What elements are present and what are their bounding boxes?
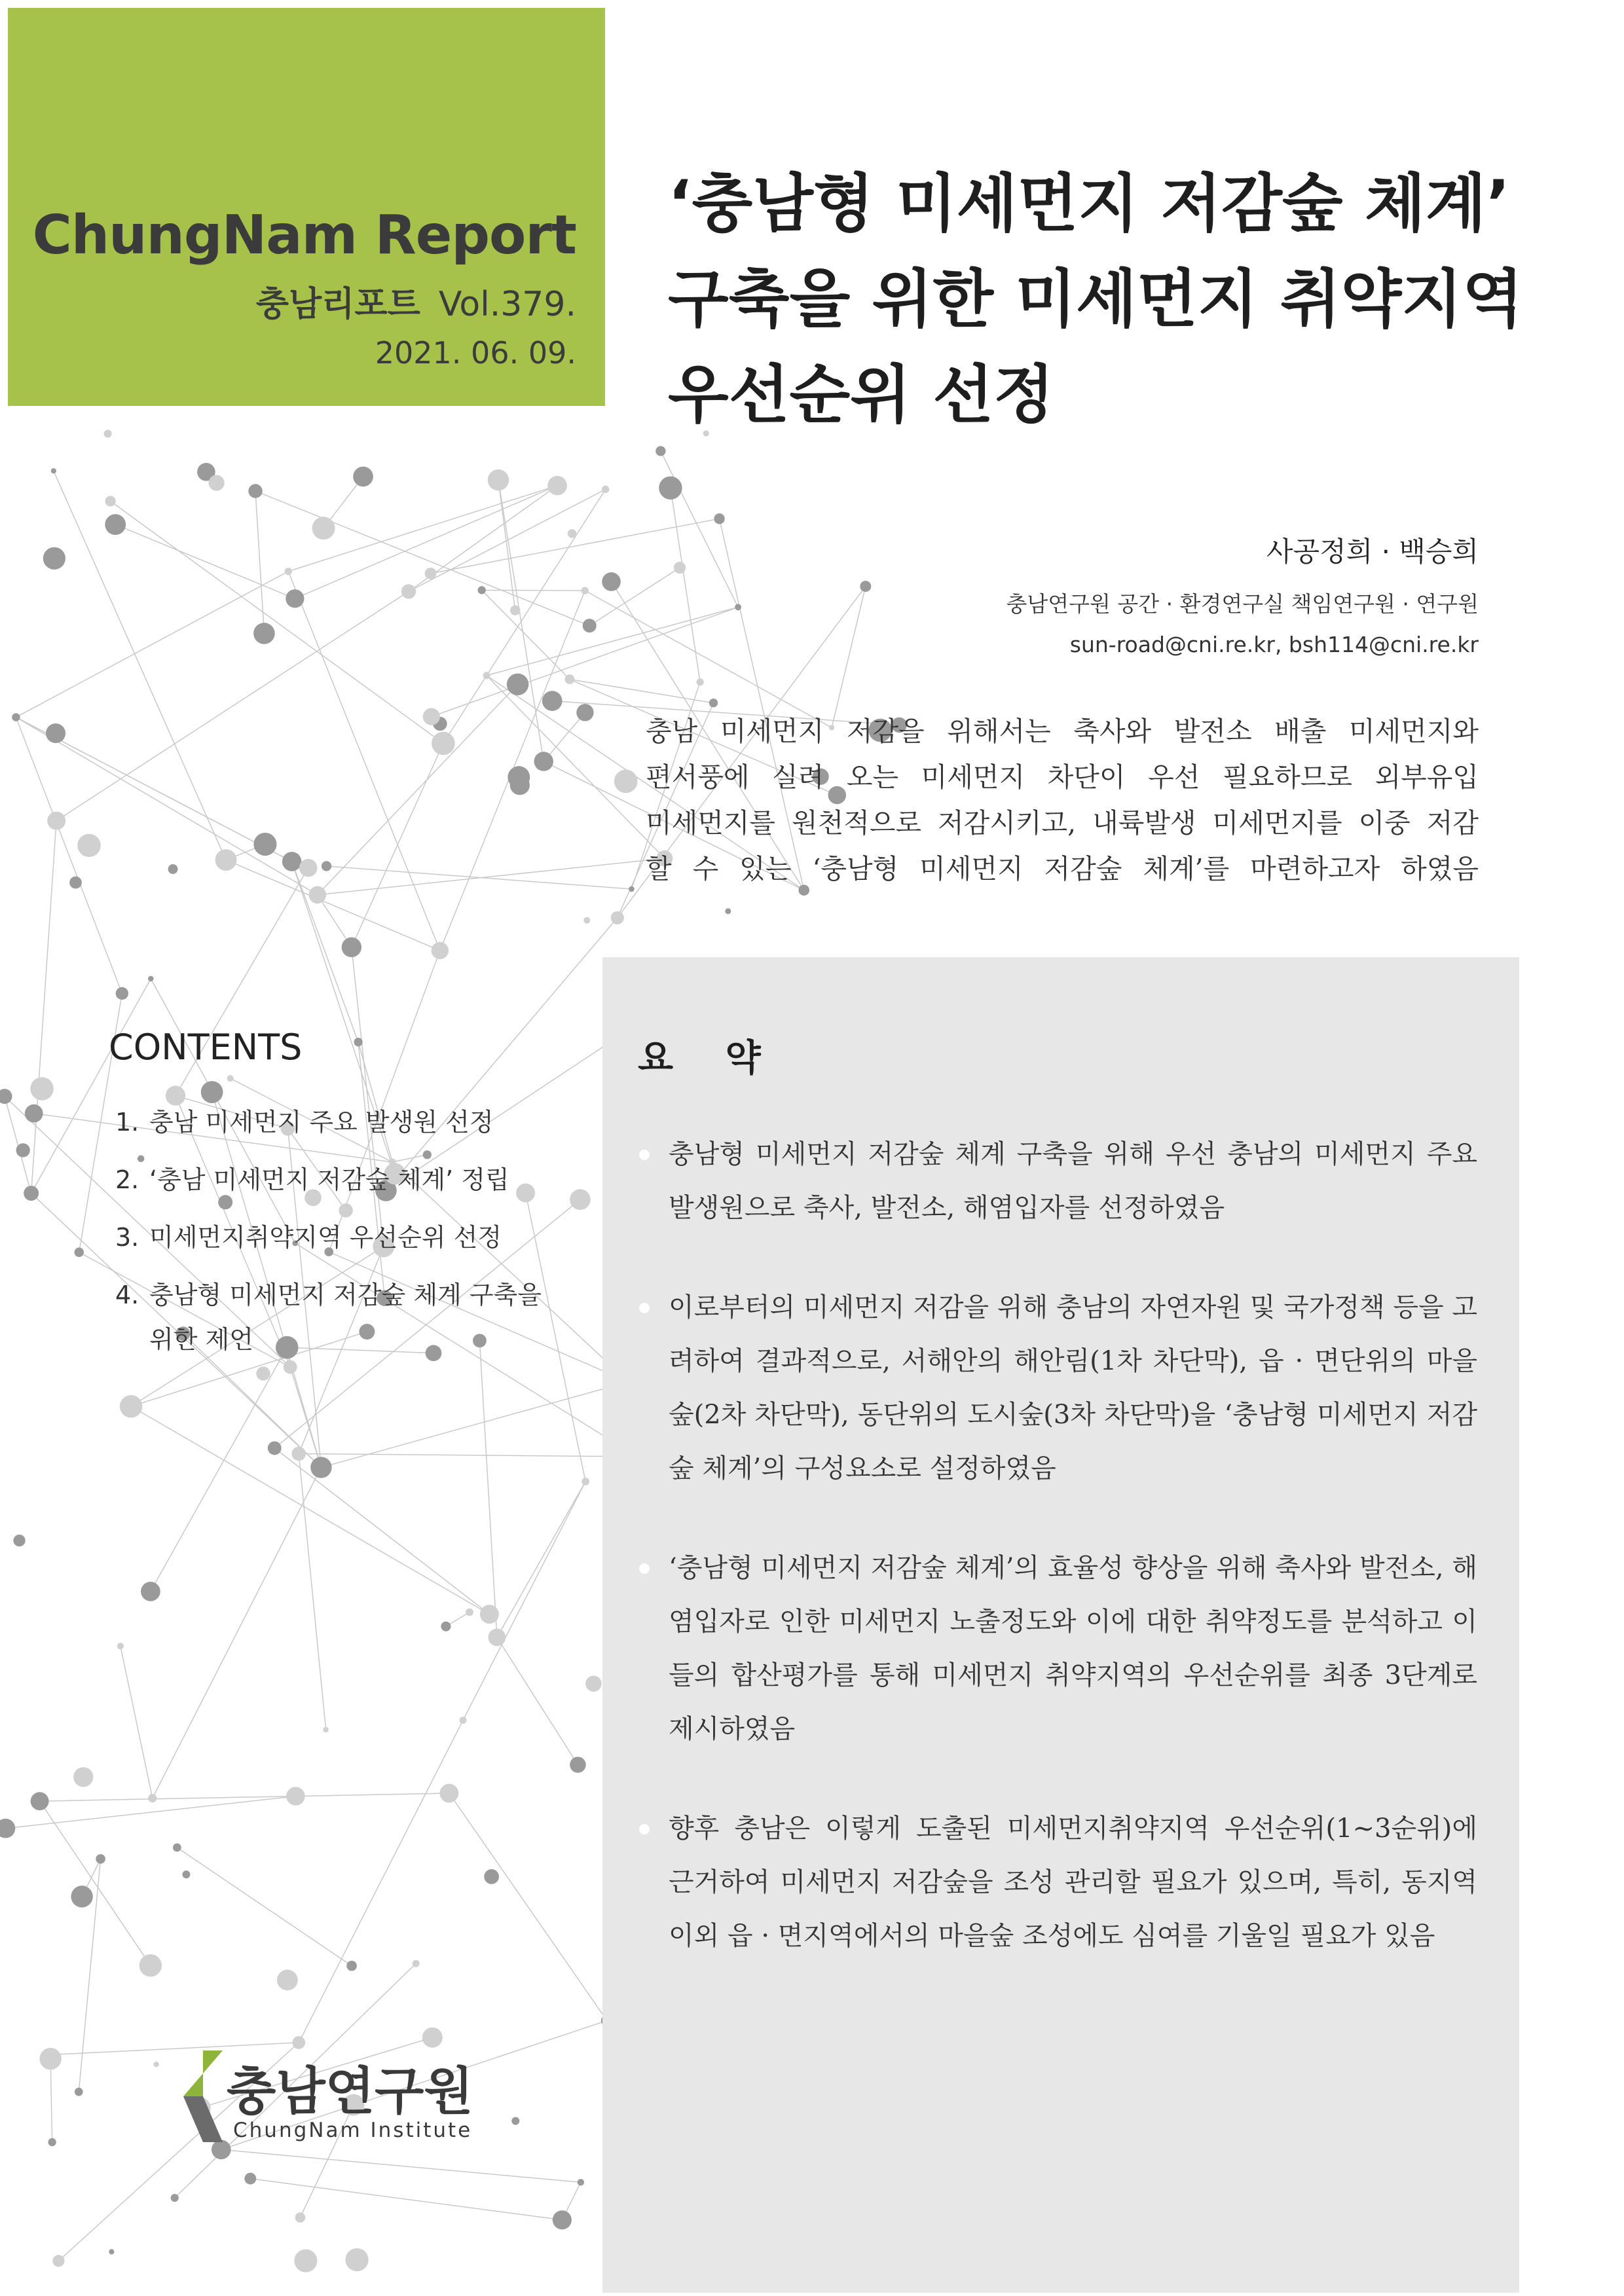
network-node [47,812,65,830]
network-node [570,1757,586,1773]
network-node [735,604,741,610]
network-node [709,699,718,707]
network-node [120,1395,143,1418]
network-line [318,684,518,894]
network-node [568,529,576,538]
contents-item-number: 1. [115,1108,139,1137]
network-node [655,446,665,456]
network-line [463,1482,585,1721]
network-node [507,674,528,695]
report-header-block [8,8,605,406]
network-node [489,1629,506,1647]
network-node [510,606,520,615]
network-line [299,1721,463,2043]
network-line [31,821,56,1194]
summary-bullet [639,1802,1477,1963]
network-node [209,475,225,490]
network-line [479,1341,496,1637]
network-node [253,623,275,644]
network-node [483,672,490,679]
network-node [0,1819,15,1838]
report-volume-line [256,276,576,325]
network-line [177,1848,352,1966]
network-node [104,430,112,438]
contents-item[interactable] [115,1215,561,1260]
network-node [585,1675,601,1691]
network-node [484,1869,499,1884]
contents-list [115,1100,561,1375]
network-node [212,2140,231,2160]
network-node [75,1247,84,1256]
network-line [589,568,680,626]
network-node [295,2212,306,2223]
network-line [16,718,317,895]
contents-title: CONTENTS [109,1027,303,1068]
network-node [299,859,317,877]
network-node [39,2048,61,2069]
network-line [482,590,570,679]
network-node [43,547,65,570]
network-line [40,1801,151,1965]
network-node [346,1961,357,1971]
network-node [323,1727,329,1733]
network-node [75,2088,83,2096]
network-node [286,589,304,608]
network-node [282,852,302,871]
network-node [25,1104,43,1123]
network-line [56,592,409,821]
contents-item-text: 충남형 미세먼지 저감숲 체계 구축을 위한 제언 [149,1281,542,1354]
network-node [292,2036,305,2049]
network-line [671,488,700,682]
network-node [285,568,292,575]
network-node [583,619,597,632]
network-node [139,1954,162,1977]
network-node [286,1787,304,1805]
network-node [413,1960,420,1967]
author-affiliation: 충남연구원 공간 · 환경연구실 책임연구원 · 연구원 [1006,591,1479,617]
network-node [96,1854,105,1864]
network-node [227,1075,234,1082]
network-node [294,2250,317,2272]
title-line-3: 우선순위 선정 [668,358,1054,431]
network-node [614,770,638,793]
network-line [498,480,544,761]
network-line [151,1347,287,1592]
network-node [48,2138,56,2146]
network-node [105,514,126,535]
network-node [24,1186,39,1201]
network-node [553,2210,572,2229]
network-node [215,849,237,871]
network-line [16,572,288,718]
network-line [585,591,832,727]
network-node [182,1870,190,1878]
network-node [268,1441,282,1455]
network-node [148,976,154,982]
institute-name-korean: 충남연구원 [227,2062,473,2121]
network-node [629,886,635,892]
network-node [116,987,128,1000]
network-node [148,1794,157,1802]
network-node [432,732,455,756]
network-line [40,1793,449,1801]
network-node [168,864,178,874]
report-volume: Vol.379. [438,285,576,324]
contents-item-number: 3. [115,1223,139,1252]
network-node [353,467,373,487]
intro-line: 충남 미세먼지 저감을 위해서는 축사와 발전소 배출 미세먼지와 [646,716,1479,747]
network-node [253,833,276,856]
network-line [497,1637,578,1765]
network-line [16,718,122,994]
network-node [564,674,574,684]
network-node [441,1622,451,1631]
network-node [570,1189,591,1210]
network-line [153,1467,322,1798]
title-line-2: 구축을 위한 미세먼지 취약지역 [668,263,1523,336]
network-line [115,524,295,598]
summary-bullet-text: 향후 충남은 이렇게 도출된 미세먼지취약지역 우선순위(1~3순위)에 근거하여 미세먼지 저감숲을 조성 관리할 필요가 있으며, 특히, 동지역 이외 읍 · 면지역에서의 마을숲 조성에도 심여를 기울일 필요가 있음 [669,1813,1477,1951]
network-node [46,723,65,743]
bullet-dot-icon [639,1150,650,1160]
network-line [409,489,606,591]
network-line [299,1453,325,1729]
network-node [460,1717,467,1724]
summary-bullet [639,1281,1477,1495]
network-node [173,1844,181,1852]
network-node [578,2179,584,2185]
contents-item[interactable] [115,1157,561,1202]
network-node [581,1478,589,1485]
network-line [255,491,589,626]
network-line [295,486,557,599]
report-series-name: ChungNam Report [32,204,576,266]
logo-mark-upper [183,2050,223,2096]
network-node [480,1605,499,1624]
network-line [54,471,226,860]
contents-item-number: 2. [115,1165,139,1194]
contents-item-text: 미세먼지취약지역 우선순위 선정 [149,1223,502,1252]
network-line [318,858,665,895]
network-node [602,486,609,493]
network-line [832,587,866,728]
network-node [69,877,82,889]
intro-line: 편서풍에 실려 오는 미세먼지 차단이 우선 필요하므로 외부유입 [646,761,1479,793]
intro-line: 할 수 있는 ‘충남형 미세먼지 저감숲 체계’를 마련하고자 하였음 [646,853,1479,884]
network-node [109,2249,114,2254]
network-node [322,861,331,871]
network-node [16,1143,30,1157]
network-node [714,513,724,524]
summary-bullet-text: 이로부터의 미세먼지 저감을 위해 충남의 자연자원 및 국가정책 등을 고려하여 결과적으로, 서해안의 해안림(1차 차단막), 읍 · 면단위의 마을숲(2차 차단막), 동단위의 도시숲(3차 차단막)을 ‘충남형 미세먼지 저감숲 체계’의 구성요소로 설정하였음 [669,1292,1477,1484]
title-line-1: ‘충남형 미세먼지 저감숲 체계’ [668,167,1511,240]
network-node [77,834,100,857]
network-node [71,1886,92,1907]
network-node [248,484,262,498]
network-line [131,1406,489,1614]
network-line [299,1453,637,1456]
network-node [423,708,440,725]
network-line [661,451,738,607]
author-names: 사공정희 · 백승희 [1266,536,1479,568]
network-node [697,678,704,685]
network-line [226,860,440,951]
report-title [668,156,1585,443]
network-node [31,1792,49,1810]
network-node [51,468,56,473]
network-node [171,2194,179,2202]
summary-bullet [639,1127,1477,1235]
contents-item[interactable] [115,1273,561,1362]
network-node [117,1643,124,1649]
contents-item-text: 충남 미세먼지 주요 발생원 선정 [149,1108,494,1137]
network-node [725,908,731,914]
network-node [308,886,326,903]
report-date: 2021. 06. 09. [375,335,576,371]
network-node [342,938,361,957]
network-node [507,766,530,788]
network-node [659,477,682,500]
network-node [73,1767,93,1787]
bullet-dot-icon [639,1303,650,1313]
network-node [141,1582,160,1601]
intro-paragraph [646,708,1479,892]
network-line [482,590,585,591]
network-node [860,581,871,592]
network-node [401,584,416,598]
logo-mark-lower [183,2096,223,2142]
author-block [1006,530,1479,665]
contents-item[interactable] [115,1100,561,1144]
network-node [310,1457,331,1478]
bullet-dot-icon [639,1563,650,1574]
network-line [120,1646,153,1798]
network-node [547,476,567,496]
network-node [244,2173,256,2185]
network-node [422,2028,443,2048]
summary-bullet [639,1541,1477,1756]
network-node [12,713,20,721]
network-node [576,704,593,721]
author-emails: sun-road@cni.re.kr, bsh114@cni.re.kr [1069,632,1479,657]
network-line [221,2149,581,2182]
network-node [534,752,553,771]
network-node [291,1447,306,1461]
institute-name-english: ChungNam Institute [233,2119,473,2142]
network-node [583,917,590,924]
network-node [425,568,437,579]
report-series-korean: 충남리포트 [255,285,420,324]
network-node [30,1077,53,1100]
summary-title: 요 약 [638,1037,781,1080]
summary-bullet-text: ‘충남형 미세먼지 저감숲 체계’의 효율성 향상을 위해 축사와 발전소, 해염입자로 인한 미세먼지 노출정도와 이에 대한 취약정도를 분석하고 이들의 합산평가를 통해 미세먼지 취약지역의 우선순위를 최종 3단계로 제시하였음 [669,1553,1477,1744]
summary-bullet-list [639,1127,1477,2009]
network-node [52,2255,64,2267]
network-node [277,1969,298,1990]
network-line [570,680,714,703]
contents-item-number: 4. [115,1281,139,1309]
network-node [105,496,116,506]
network-node [13,1535,25,1546]
network-node [432,942,449,959]
institute-logo-icon [157,2050,223,2142]
contents-item-text: ‘충남 미세먼지 저감숲 체계’ 정립 [149,1165,509,1194]
network-line [50,2059,52,2142]
network-node [354,1038,362,1046]
network-node [581,587,589,594]
network-node [611,911,624,924]
network-node [488,469,509,490]
network-line [449,1793,607,2020]
network-node [542,691,563,711]
summary-bullet-text: 충남형 미세먼지 저감숲 체계 구축을 위해 우선 충남의 미세먼지 주요 발생원으로 축사, 발전소, 해염입자를 선정하였음 [669,1139,1477,1223]
network-node [345,2248,368,2271]
network-node [602,572,621,591]
network-node [312,517,335,539]
network-line [497,1482,585,1637]
network-node [674,562,686,574]
intro-line: 미세먼지를 원천적으로 저감시키고, 내륙발생 미세먼지를 이중 저감 [646,807,1479,839]
bullet-dot-icon [639,1824,650,1834]
network-node [511,2117,519,2125]
network-node [466,1609,473,1616]
network-line [352,743,443,947]
network-node [478,586,486,594]
network-node [439,1784,458,1803]
